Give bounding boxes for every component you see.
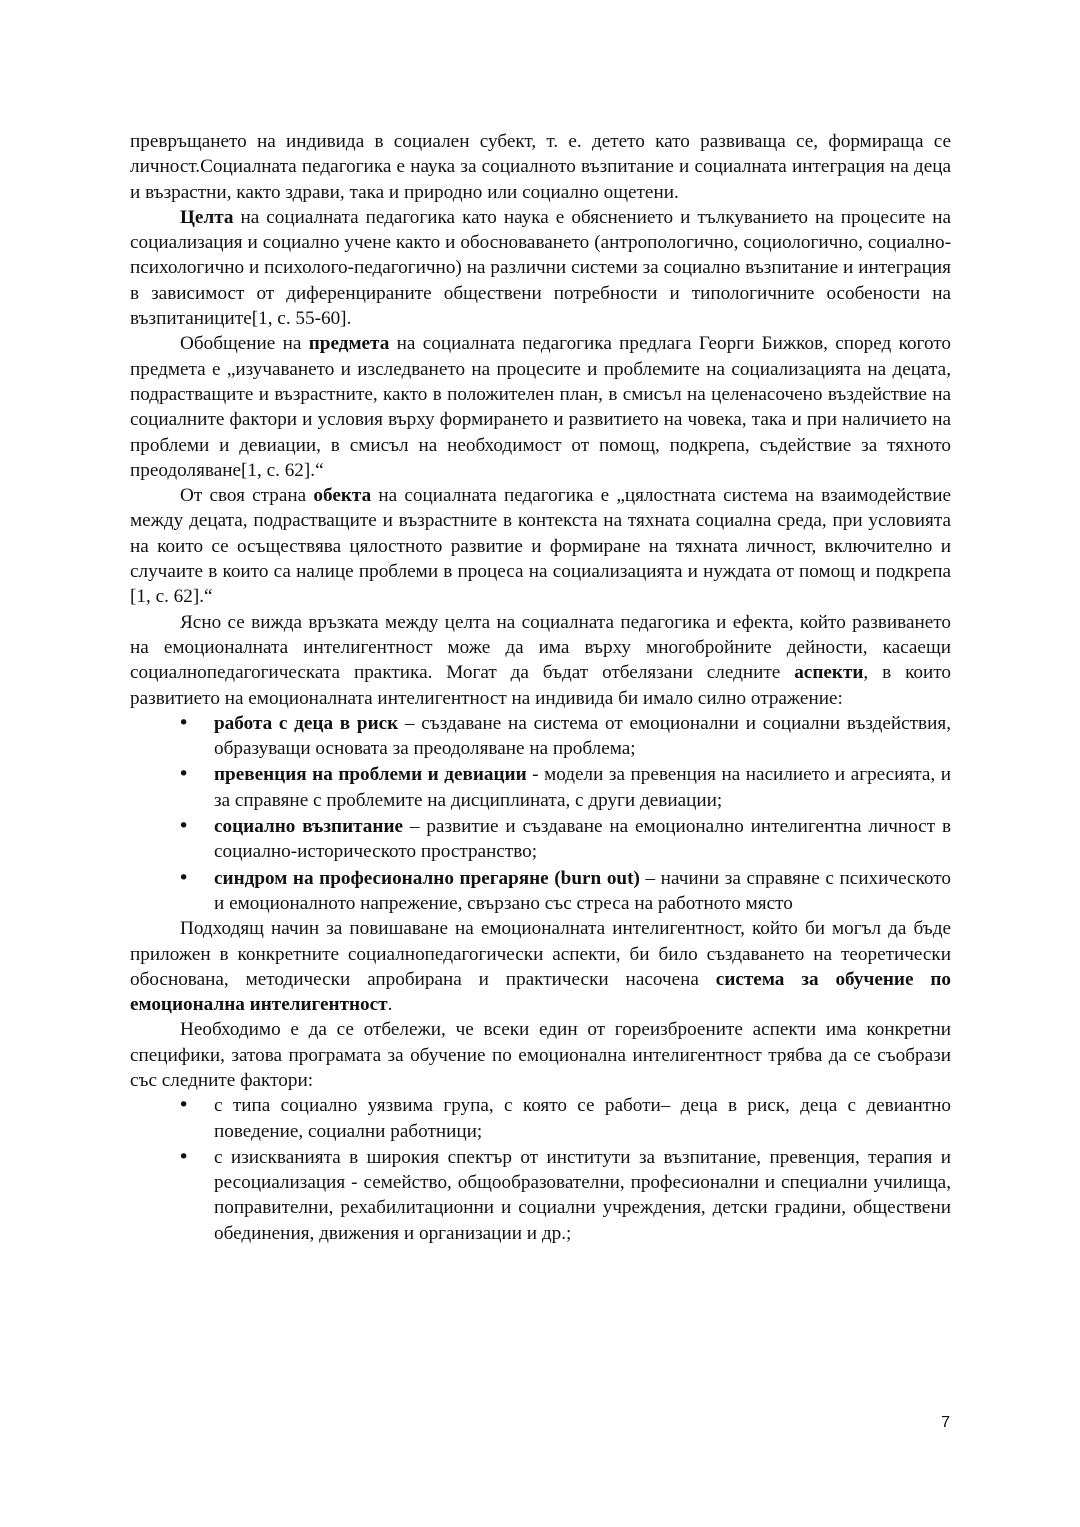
list-item bbox=[130, 814, 951, 865]
list-item: • с типа социално уязвима група, с която се работи– деца в риск, деца с девиантно поведение, социални работници; bbox=[130, 1093, 951, 1144]
list-item bbox=[130, 762, 951, 813]
term-training-system: система за обучение по емоционална интелигентност bbox=[130, 968, 952, 1016]
list-item bbox=[130, 711, 951, 762]
paragraph-aspects-text: , в които развитието на емоционалната интелигентност на индивида би имало силно отражение: bbox=[130, 662, 952, 709]
list-item-term: работа с деца в риск bbox=[214, 712, 399, 734]
term-goal: Целта bbox=[180, 206, 234, 228]
list-item-text: – създаване на система от емоционални и социални въздействия, образуващи основата за преодоляване на проблема; bbox=[214, 712, 952, 760]
paragraph-goal-text: на социалната педагогика като наука е обяснението и тълкуванието на процесите на социализация и социално учене както и обосноваването (антропологично, социологично, социално-психологично и психолого-педагогично) на различни системи за социално възпитание и интеграция в зависимост от диференцираните обществени потребности и типологичните особености на възпитаниците[1, с. 55-60]. bbox=[130, 206, 951, 330]
term-aspects: аспекти bbox=[794, 662, 864, 684]
paragraph-training-system bbox=[130, 916, 951, 1017]
list-item-text: – начини за справяне с психическото и емоционалното напрежение, свързано със стреса на работното място bbox=[214, 867, 951, 914]
paragraph-training-lead: Подходящ начин за повишаване на емоционалната интелигентност, който би могъл да бъде приложен в конкретните социалнопедагогически аспекти, би било създаването на теоретически обоснована, методически апробирана и практически насочена bbox=[130, 918, 951, 990]
list-item-text: - модели за превенция на насилието и агресията, и за справяне с проблемите на дисциплината, с други девиации; bbox=[214, 764, 951, 811]
paragraph-subject-lead: Обобщение на bbox=[180, 333, 309, 355]
paragraph-object-lead: От своя страна bbox=[180, 485, 314, 507]
factors-list bbox=[130, 1093, 951, 1246]
list-item-text: – развитие и създаване на емоционално интелигентна личност в социално-историческото пространство; bbox=[214, 816, 952, 863]
paragraph-training-end: . bbox=[387, 994, 393, 1016]
aspects-list bbox=[130, 711, 951, 916]
list-item-term: превенция на проблеми и девиации bbox=[214, 764, 527, 786]
list-item-term: социално възпитание bbox=[214, 816, 404, 838]
term-subject: предмета bbox=[308, 333, 390, 355]
list-item bbox=[130, 866, 951, 917]
paragraph-goal bbox=[130, 205, 951, 331]
list-item: • с изискванията в широкия спектър от институти за възпитание, превенция, терапия и ресоциализация - семейство, общообразователни, професионални и специални училища, поправителни, рехабилитационни и социални учреждения, детски градини, обществени обединения, движения и организации и др.; bbox=[130, 1145, 951, 1246]
page-number: 7 bbox=[941, 1414, 950, 1431]
term-object: обекта bbox=[313, 485, 372, 507]
paragraph-object bbox=[130, 483, 951, 609]
paragraph-factors-intro: Необходимо е да се отбележи, че всеки един от гореизброените аспекти има конкретни специфики, затова програмата за обучение по емоционална интелигентност трябва да се съобрази със следните фактори: bbox=[130, 1019, 951, 1091]
document-body bbox=[130, 129, 951, 1246]
paragraph-subject-text: на социалната педагогика предлага Георги Бижков, според когото предмета е „изучаването и изследването на процесите и проблемите на социализацията на децата, подрастващите и възрастните, както в положителен план, в смисъл на целенасочено въздействие на социалните фактори и условия върху формирането и развитието на човека, така и при наличието на проблеми и девиации, в смисъл на необходимост от помощ, подкрепа, съдействие за тяхното преодоляване[1, с. 62].“ bbox=[130, 333, 952, 481]
paragraph-object-text: на социалната педагогика е „цялостната система на взаимодействие между децата, подрастващите и възрастните в контекста на тяхната социална среда, при условията на които се осъществява цялостното развитие и формиране на тяхната личност, включително и случаите в които са налице проблеми в процеса на социализацията и нуждата от помощ и подкрепа [1, с. 62].“ bbox=[130, 485, 952, 608]
paragraph-aspects-lead: Ясно се вижда връзката между целта на социалната педагогика и ефекта, който развиването на емоционалната интелигентност може да има върху многобройните дейности, касаещи социалнопедагогическата практика. Могат да бъдат отбелязани следните bbox=[130, 611, 951, 684]
paragraph-intro-continuation: превръщането на индивида в социален субект, т. е. детето като развиваща се, формираща се личност.Социалната педагогика е наука за социалното възпитание и социалната интеграция на деца и възрастни, както здрави, така и природно или социално ощетени. bbox=[130, 131, 951, 203]
paragraph-aspects-intro bbox=[130, 610, 951, 711]
paragraph-subject bbox=[130, 331, 951, 483]
list-item-term: синдром на професионално прегаряне (burn out) bbox=[214, 867, 640, 889]
